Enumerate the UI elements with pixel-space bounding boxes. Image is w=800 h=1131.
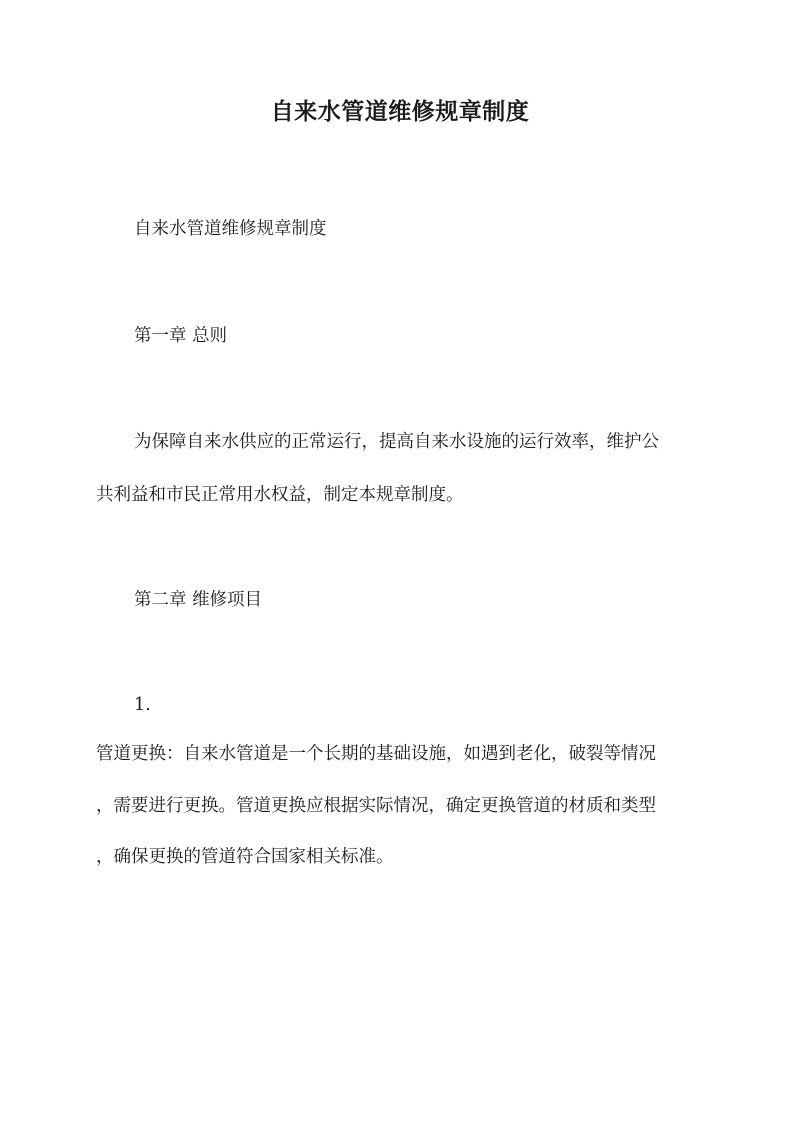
chapter-2-item-line-1: 管道更换：自来水管道是一个长期的基础设施，如遇到老化，破裂等情况 bbox=[96, 744, 656, 764]
document-title: 自来水管道维修规章制度 bbox=[270, 98, 530, 125]
chapter-2-item-line-2: ，需要进行更换。管道更换应根据实际情况，确定更换管道的材质和类型 bbox=[96, 796, 656, 816]
chapter-2-heading: 第二章 维修项目 bbox=[134, 590, 263, 610]
chapter-1-paragraph-line-1: 为保障自来水供应的正常运行，提高自来水设施的运行效率，维护公 bbox=[134, 432, 659, 452]
document-subtitle: 自来水管道维修规章制度 bbox=[134, 219, 327, 239]
chapter-1-paragraph-line-2: 共利益和市民正常用水权益，制定本规章制度。 bbox=[96, 485, 464, 505]
chapter-2-item-line-3: ，确保更换的管道符合国家相关标准。 bbox=[96, 847, 394, 867]
chapter-2-item-number: 1. bbox=[134, 695, 151, 715]
chapter-1-heading: 第一章 总则 bbox=[134, 326, 228, 346]
